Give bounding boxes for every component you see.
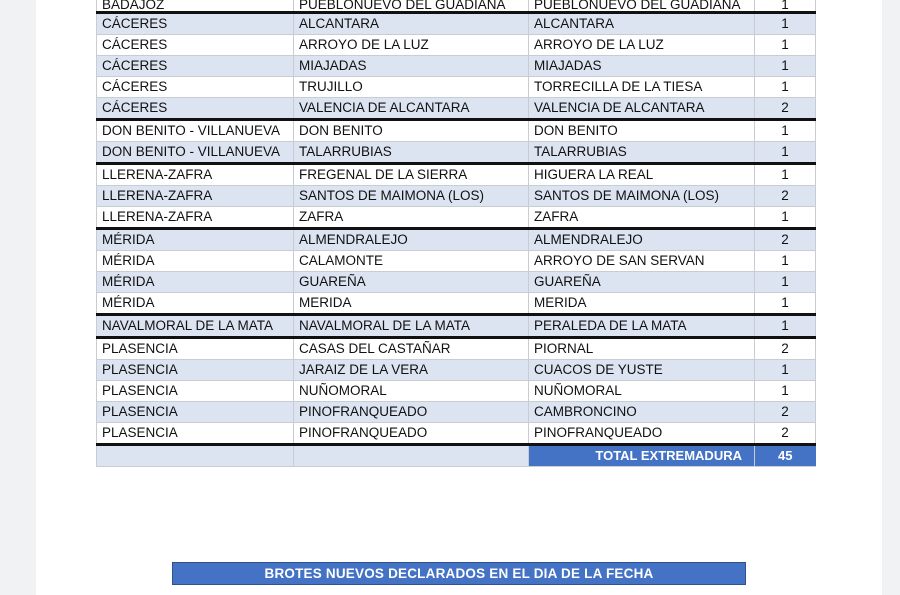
cell-area: MÉRIDA bbox=[97, 251, 294, 272]
cell-brotes: 1 bbox=[755, 77, 816, 98]
total-label: TOTAL EXTREMADURA bbox=[529, 445, 755, 467]
cell-localidad: DON BENITO bbox=[529, 120, 755, 142]
cell-area: CÁCERES bbox=[97, 13, 294, 35]
cell-brotes: 1 bbox=[755, 120, 816, 142]
cell-municipio: TALARRUBIAS bbox=[294, 142, 529, 164]
total-blank-cell bbox=[294, 445, 529, 467]
cell-localidad: ALCANTARA bbox=[529, 13, 755, 35]
cell-municipio: PINOFRANQUEADO bbox=[294, 402, 529, 423]
table-row bbox=[97, 207, 816, 229]
table-row bbox=[97, 56, 816, 77]
table-row bbox=[97, 35, 816, 56]
cell-brotes: 1 bbox=[755, 13, 816, 35]
cell-area: PLASENCIA bbox=[97, 381, 294, 402]
cell-area: DON BENITO - VILLANUEVA bbox=[97, 142, 294, 164]
table-row bbox=[97, 77, 816, 98]
cell-municipio: TRUJILLO bbox=[294, 77, 529, 98]
cell-localidad: PIORNAL bbox=[529, 338, 755, 360]
cell-municipio: VALENCIA DE ALCANTARA bbox=[294, 98, 529, 120]
table-row bbox=[97, 423, 816, 445]
cell-municipio: ALCANTARA bbox=[294, 13, 529, 35]
cell-municipio: CALAMONTE bbox=[294, 251, 529, 272]
table-row bbox=[97, 360, 816, 381]
cell-municipio: MERIDA bbox=[294, 293, 529, 315]
cell-municipio: PUEBLONUEVO DEL GUADIANA bbox=[294, 0, 529, 13]
cell-brotes: 1 bbox=[755, 0, 816, 13]
table-row bbox=[97, 229, 816, 251]
cell-area: NAVALMORAL DE LA MATA bbox=[97, 315, 294, 338]
cell-brotes: 2 bbox=[755, 423, 816, 445]
cell-area: LLERENA-ZAFRA bbox=[97, 207, 294, 229]
cell-brotes: 2 bbox=[755, 186, 816, 207]
cell-municipio: CASAS DEL CASTAÑAR bbox=[294, 338, 529, 360]
table-row bbox=[97, 13, 816, 35]
cell-localidad: MERIDA bbox=[529, 293, 755, 315]
cell-localidad: CUACOS DE YUSTE bbox=[529, 360, 755, 381]
cell-localidad: VALENCIA DE ALCANTARA bbox=[529, 98, 755, 120]
cell-municipio: PINOFRANQUEADO bbox=[294, 423, 529, 445]
cell-area: PLASENCIA bbox=[97, 360, 294, 381]
cell-area: CÁCERES bbox=[97, 98, 294, 120]
total-blank-cell bbox=[97, 445, 294, 467]
section-banner: BROTES NUEVOS DECLARADOS EN EL DIA DE LA FECHA bbox=[172, 562, 746, 585]
cell-brotes: 1 bbox=[755, 381, 816, 402]
table-row bbox=[97, 293, 816, 315]
cell-brotes: 1 bbox=[755, 251, 816, 272]
cell-brotes: 2 bbox=[755, 338, 816, 360]
cell-localidad: MIAJADAS bbox=[529, 56, 755, 77]
cell-brotes: 1 bbox=[755, 35, 816, 56]
outbreaks-table bbox=[96, 0, 816, 467]
table-row bbox=[97, 315, 816, 338]
table-row bbox=[97, 142, 816, 164]
cell-municipio: ALMENDRALEJO bbox=[294, 229, 529, 251]
cell-localidad: ZAFRA bbox=[529, 207, 755, 229]
cell-area: CÁCERES bbox=[97, 77, 294, 98]
table-body bbox=[97, 0, 816, 445]
cell-localidad: ALMENDRALEJO bbox=[529, 229, 755, 251]
table-row bbox=[97, 272, 816, 293]
cell-area: CÁCERES bbox=[97, 56, 294, 77]
cell-localidad: PERALEDA DE LA MATA bbox=[529, 315, 755, 338]
cell-municipio: GUAREÑA bbox=[294, 272, 529, 293]
table-row bbox=[97, 251, 816, 272]
table-row bbox=[97, 338, 816, 360]
cell-municipio: ARROYO DE LA LUZ bbox=[294, 35, 529, 56]
cell-localidad: ARROYO DE LA LUZ bbox=[529, 35, 755, 56]
cell-brotes: 1 bbox=[755, 207, 816, 229]
cell-municipio: NAVALMORAL DE LA MATA bbox=[294, 315, 529, 338]
cell-brotes: 1 bbox=[755, 56, 816, 77]
cell-municipio: FREGENAL DE LA SIERRA bbox=[294, 164, 529, 186]
cell-municipio: ZAFRA bbox=[294, 207, 529, 229]
cell-localidad: NUÑOMORAL bbox=[529, 381, 755, 402]
cell-area: BADAJOZ bbox=[97, 0, 294, 13]
cell-localidad: ARROYO DE SAN SERVAN bbox=[529, 251, 755, 272]
cell-area: PLASENCIA bbox=[97, 338, 294, 360]
cell-area: LLERENA-ZAFRA bbox=[97, 164, 294, 186]
cell-localidad: HIGUERA LA REAL bbox=[529, 164, 755, 186]
cell-localidad: TALARRUBIAS bbox=[529, 142, 755, 164]
cell-localidad: SANTOS DE MAIMONA (LOS) bbox=[529, 186, 755, 207]
cell-area: CÁCERES bbox=[97, 35, 294, 56]
cell-area: PLASENCIA bbox=[97, 402, 294, 423]
cell-area: LLERENA-ZAFRA bbox=[97, 186, 294, 207]
table-row bbox=[97, 120, 816, 142]
cell-area: MÉRIDA bbox=[97, 272, 294, 293]
cell-brotes: 2 bbox=[755, 98, 816, 120]
table-row-partial bbox=[97, 0, 816, 13]
table-row bbox=[97, 186, 816, 207]
cell-brotes: 1 bbox=[755, 142, 816, 164]
table-row bbox=[97, 402, 816, 423]
cell-brotes: 1 bbox=[755, 272, 816, 293]
cell-brotes: 1 bbox=[755, 164, 816, 186]
table-row bbox=[97, 381, 816, 402]
cell-brotes: 2 bbox=[755, 229, 816, 251]
cell-localidad: TORRECILLA DE LA TIESA bbox=[529, 77, 755, 98]
cell-brotes: 1 bbox=[755, 360, 816, 381]
cell-area: MÉRIDA bbox=[97, 229, 294, 251]
cell-municipio: MIAJADAS bbox=[294, 56, 529, 77]
cell-municipio: NUÑOMORAL bbox=[294, 381, 529, 402]
cell-brotes: 1 bbox=[755, 315, 816, 338]
cell-area: PLASENCIA bbox=[97, 423, 294, 445]
cell-localidad: CAMBRONCINO bbox=[529, 402, 755, 423]
cell-municipio: JARAIZ DE LA VERA bbox=[294, 360, 529, 381]
cell-municipio: SANTOS DE MAIMONA (LOS) bbox=[294, 186, 529, 207]
table-row bbox=[97, 98, 816, 120]
total-row bbox=[97, 445, 816, 467]
cell-localidad: PUEBLONUEVO DEL GUADIANA bbox=[529, 0, 755, 13]
cell-area: DON BENITO - VILLANUEVA bbox=[97, 120, 294, 142]
cell-area: MÉRIDA bbox=[97, 293, 294, 315]
total-value: 45 bbox=[755, 445, 816, 467]
cell-brotes: 2 bbox=[755, 402, 816, 423]
cell-localidad: GUAREÑA bbox=[529, 272, 755, 293]
cell-municipio: DON BENITO bbox=[294, 120, 529, 142]
cell-brotes: 1 bbox=[755, 293, 816, 315]
table-row bbox=[97, 164, 816, 186]
cell-localidad: PINOFRANQUEADO bbox=[529, 423, 755, 445]
